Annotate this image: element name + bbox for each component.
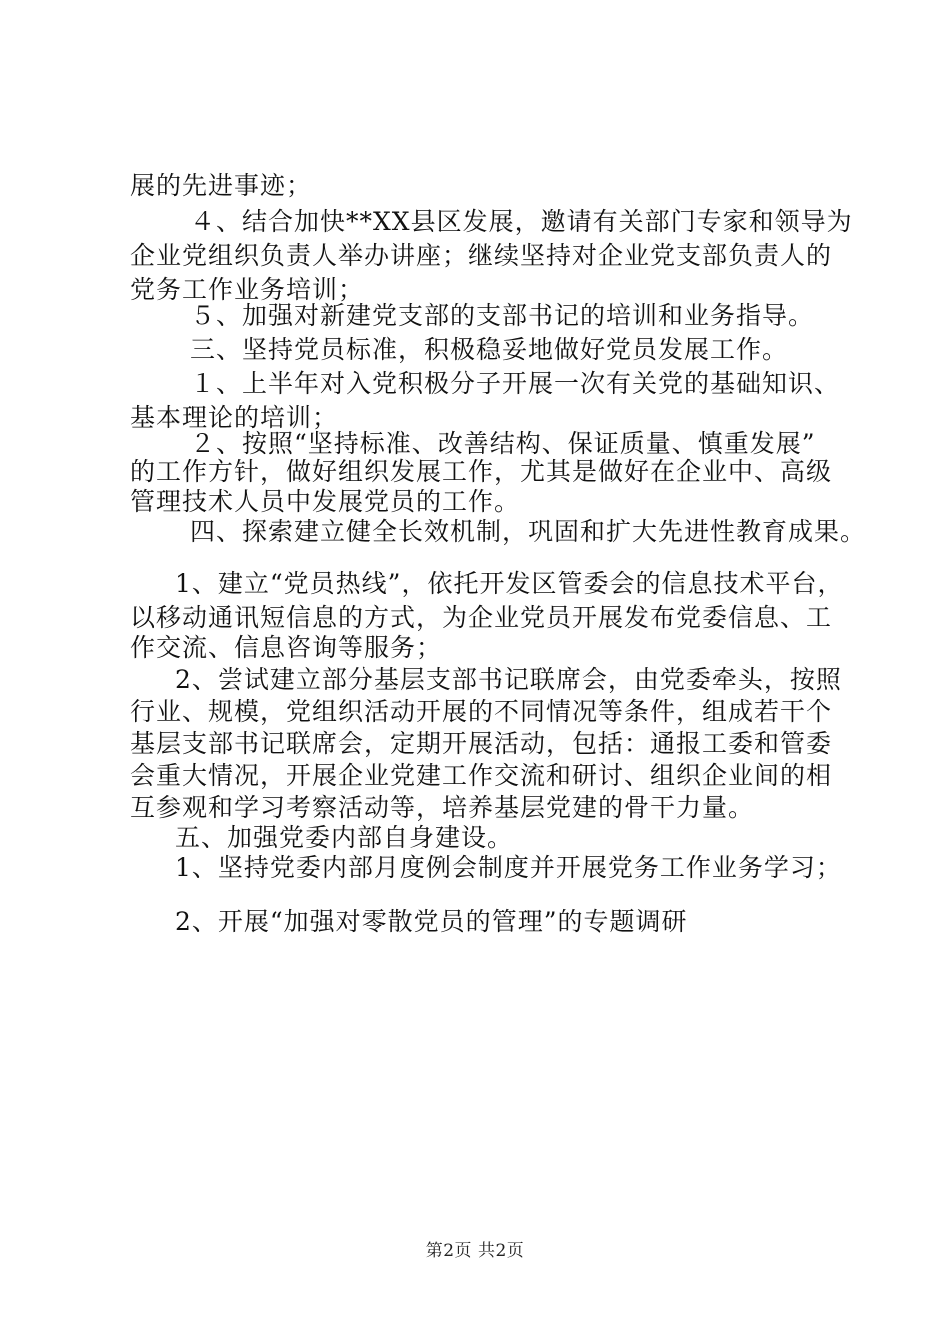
section-heading: 五、加强党委内部自身建设。	[175, 823, 514, 852]
text-line: 会重大情况，开展企业党建工作交流和研讨、组织企业间的相	[130, 761, 833, 790]
text-line: 1、建立“党员热线”，依托开发区管委会的信息技术平台，	[175, 569, 844, 598]
text-line: 行业、规模，党组织活动开展的不同情况等条件，组成若干个	[130, 697, 833, 726]
text-line: 企业党组织负责人举办讲座；继续坚持对企业党支部负责人的	[130, 241, 833, 270]
page-number-footer: 第2页 共2页	[425, 1241, 525, 1261]
section-heading: 三、坚持党员标准，积极稳妥地做好党员发展工作。	[190, 335, 789, 364]
text-line: 2、开展“加强对零散党员的管理”的专题调研	[175, 907, 688, 936]
text-line: 2、尝试建立部分基层支部书记联席会，由党委牵头，按照	[175, 665, 842, 694]
text-line: 基层支部书记联席会，定期开展活动，包括：通报工委和管委	[130, 729, 833, 758]
text-line: 1、坚持党委内部月度例会制度并开展党务工作业务学习；	[175, 853, 842, 882]
text-line: 互参观和学习考察活动等，培养基层党建的骨干力量。	[130, 793, 755, 822]
text-line: ５、加强对新建党支部的支部书记的培训和业务指导。	[190, 301, 815, 330]
text-line: 展的先进事迹；	[130, 171, 313, 200]
text-line: 以移动通讯短信息的方式，为企业党员开展发布党委信息、工	[130, 603, 833, 632]
text-line: 的工作方针，做好组织发展工作，尤其是做好在企业中、高级	[130, 457, 833, 486]
section-heading: 四、探索建立健全长效机制，巩固和扩大先进性教育成果。	[190, 517, 867, 546]
text-line: １、上半年对入党积极分子开展一次有关党的基础知识、	[190, 369, 841, 398]
text-line: 基本理论的培训；	[130, 403, 339, 432]
text-line: ２、按照“坚持标准、改善结构、保证质量、慎重发展”	[190, 429, 816, 458]
text-line: ４、结合加快**XX县区发展，邀请有关部门专家和领导为	[190, 207, 853, 236]
text-line: 党务工作业务培训；	[130, 275, 365, 304]
text-line: 作交流、信息咨询等服务；	[130, 633, 443, 662]
text-line: 管理技术人员中发展党员的工作。	[130, 487, 521, 516]
